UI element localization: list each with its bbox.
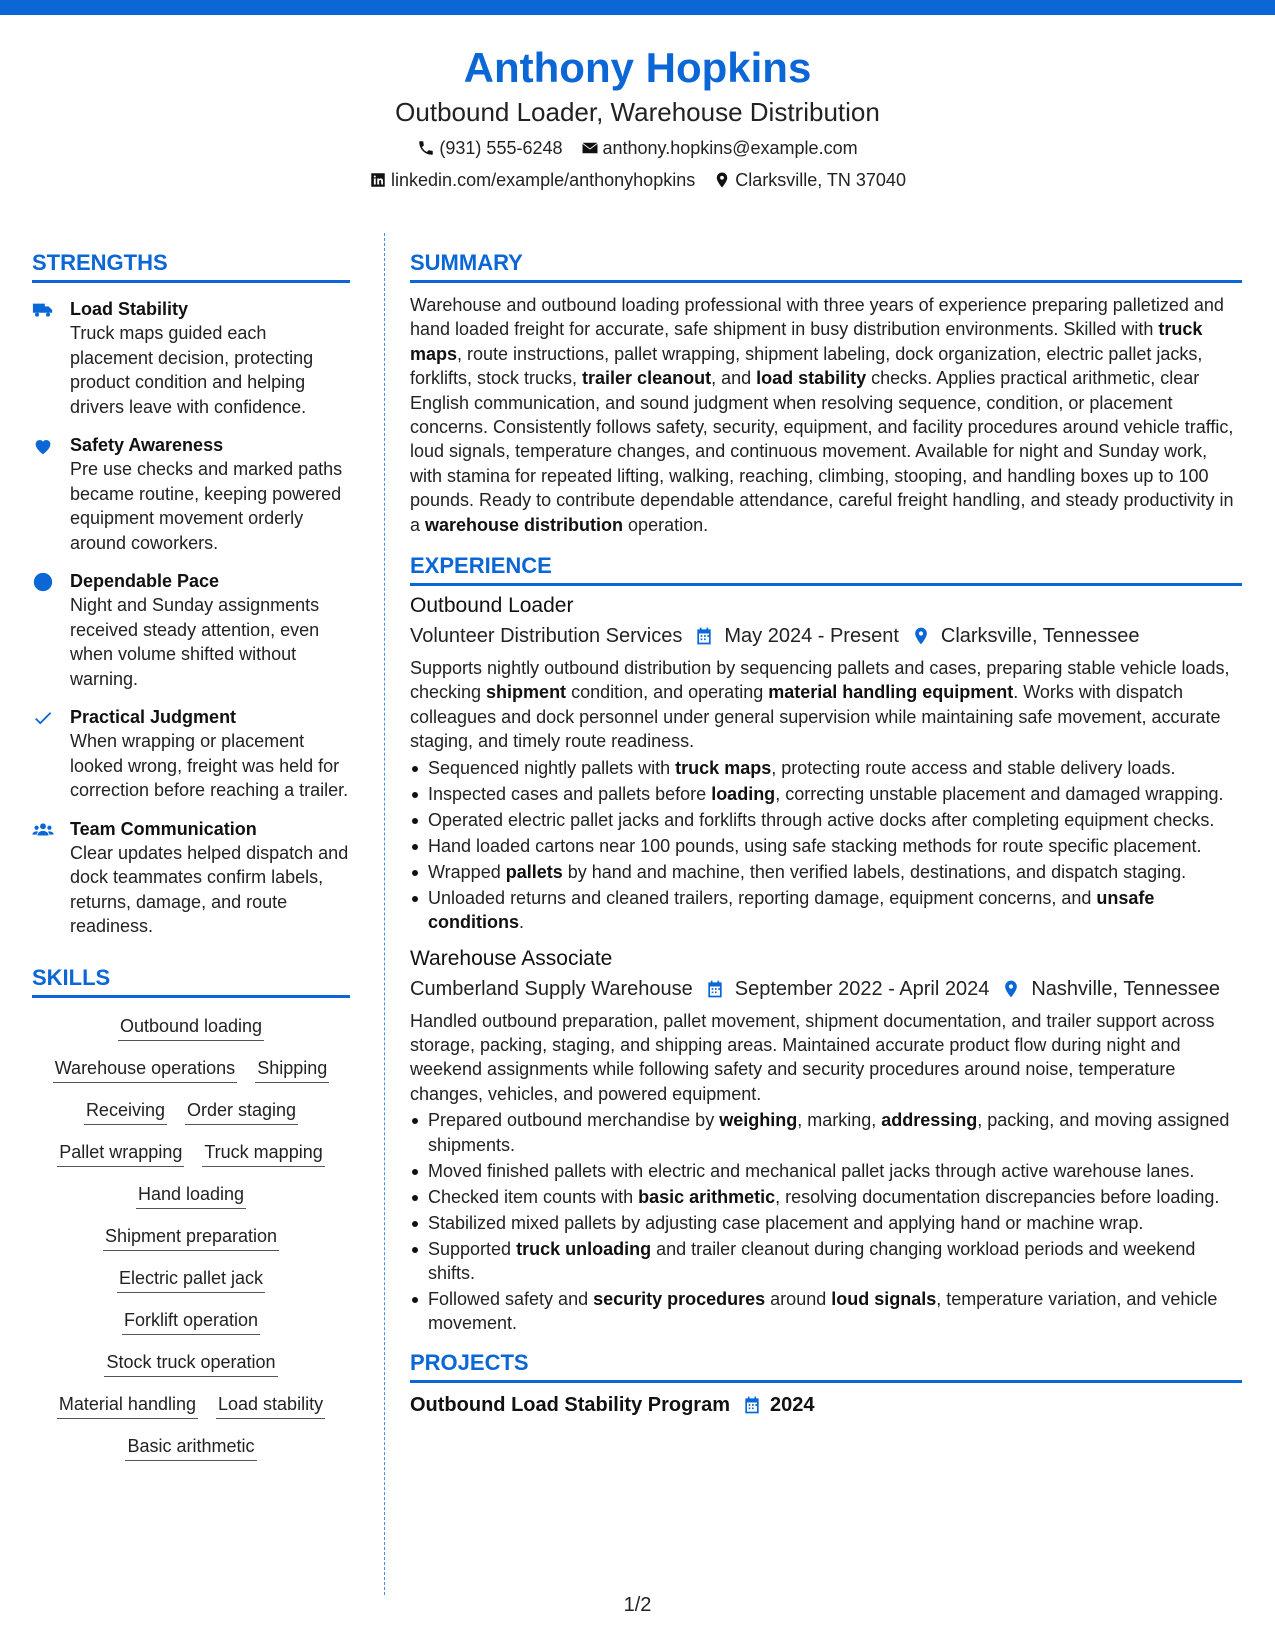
bold-keyword: shipment [486, 682, 567, 703]
bullet-item: Operated electric pallet jacks and forklifts through active docks after completing equipment checks. [410, 808, 1242, 832]
location-contact [713, 168, 906, 192]
skill-row [32, 1308, 350, 1335]
job-meta [410, 622, 1242, 650]
bold-keyword: loading [711, 783, 776, 804]
skill-row [32, 1014, 350, 1041]
skill-tag: Outbound loading [118, 1014, 264, 1041]
skill-tag: Receiving [84, 1098, 167, 1125]
skill-row [32, 1056, 350, 1083]
bullet-item: Sequenced nightly pallets with truck maps, protecting route access and stable delivery loads. [410, 756, 1242, 780]
strength-title: Team Communication [70, 818, 257, 839]
truck-icon [32, 299, 54, 321]
skill-tag: Hand loading [136, 1182, 246, 1209]
job-bullets [410, 756, 1242, 935]
calendar-icon [742, 1395, 762, 1415]
linkedin-contact[interactable] [369, 168, 695, 192]
bullet-item: Inspected cases and pallets before loading, correcting unstable placement and damaged wrapping. [410, 782, 1242, 806]
calendar-icon [705, 979, 725, 999]
phone-icon [417, 139, 435, 157]
strength-title: Safety Awareness [70, 435, 224, 455]
skill-tag: Shipping [255, 1056, 329, 1083]
bold-keyword: weighing [719, 1110, 798, 1131]
job-dates: May 2024 - Present [724, 625, 899, 648]
bullet-item: Wrapped pallets by hand and machine, then verified labels, destinations, and dispatch staging. [410, 860, 1242, 884]
skill-tag: Stock truck operation [104, 1350, 277, 1377]
strength-title: Dependable Pace [70, 571, 220, 591]
job-title: Outbound Loader [410, 594, 574, 618]
strengths-heading: STRENGTHS [32, 250, 350, 283]
calendar-icon [694, 626, 714, 646]
job-bullets [410, 1108, 1242, 1336]
project-item [410, 1391, 1242, 1419]
bullet-item: Hand loaded cartons near 100 pounds, using safe stacking methods for route specific placement. [410, 834, 1242, 858]
experience-list [410, 592, 1242, 1336]
email-contact[interactable] [581, 136, 858, 160]
skill-row [32, 1392, 350, 1419]
clock-icon [32, 571, 54, 593]
skill-tag: Forklift operation [122, 1308, 260, 1335]
skill-tag: Order staging [185, 1098, 298, 1125]
bullet-item: Checked item counts with basic arithmetic, resolving documentation discrepancies before loading. [410, 1185, 1242, 1209]
map-pin-icon [713, 171, 731, 189]
job-entry [410, 592, 1242, 934]
skill-tag: Basic arithmetic [125, 1434, 256, 1461]
right-column [410, 250, 1242, 1419]
page-number: 1/2 [623, 1594, 652, 1616]
column-divider [384, 233, 385, 1595]
skills-heading: SKILLS [32, 965, 350, 998]
skill-row [32, 1266, 350, 1293]
skill-row [32, 1098, 350, 1125]
skill-row [32, 1224, 350, 1251]
skill-tag: Material handling [57, 1392, 198, 1419]
skill-row [32, 1140, 350, 1167]
bullet-item: Stabilized mixed pallets by adjusting case placement and applying hand or machine wrap. [410, 1211, 1242, 1235]
bold-keyword: truck unloading [516, 1238, 652, 1259]
phone-text: (931) 555-6248 [439, 138, 563, 158]
strength-title: Practical Judgment [70, 707, 237, 727]
bold-keyword: truck maps [410, 319, 1203, 364]
heart-icon [32, 435, 54, 457]
job-dates: September 2022 - April 2024 [734, 977, 990, 1000]
bold-keyword: truck maps [675, 757, 772, 778]
envelope-icon [581, 139, 599, 157]
strength-desc: Night and Sunday assignments received steady attention, even when volume shifted without warning. [70, 595, 320, 689]
skill-row [32, 1434, 350, 1461]
job-location: Nashville, Tennessee [1031, 977, 1220, 1000]
experience-heading: EXPERIENCE [410, 553, 1242, 586]
resume-header [0, 42, 1275, 192]
strength-title: Load Stability [70, 299, 189, 319]
bold-keyword: pallets [505, 861, 563, 882]
candidate-name: Anthony Hopkins [463, 44, 812, 91]
job-description: Handled outbound preparation, pallet movement, shipment documentation, and trailer support across storage, packing, staging, and shipping areas. Maintained accurate product flow during night and weekend assignments while following safety and security procedures around noise, temperature changes, vehicles, and powered equipment. [410, 1010, 1215, 1104]
summary-paragraph: Warehouse and outbound loading professional with three years of experience preparing palletized and hand loaded freight for accurate, safe shipment in busy distribution environments. Skilled with truck maps, route instructions, pallet wrapping, shipment labeling, dock organization, electric pallet jacks, forklifts, stock trucks, trailer cleanout, and load stability checks. Applies practical arithmetic, clear English communication, and sound judgment when resolving sequence, condition, or placement concerns. Consistently follows safety, security, equipment, and facility procedures around vehicle traffic, loud signals, temperature changes, and continuous movement. Available for night and Sunday work, with stamina for repeated lifting, walking, reaching, climbing, stooping, and handling boxes up to 100 pounds. Ready to contribute dependable attendance, careful freight handling, and steady productivity in a warehouse distribution operation. [410, 295, 1234, 535]
project-title: Outbound Load Stability Program [410, 1393, 730, 1416]
skill-tag: Load stability [216, 1392, 325, 1419]
skill-tag: Pallet wrapping [57, 1140, 184, 1167]
contact-row-1 [0, 136, 1275, 160]
users-icon [32, 819, 54, 841]
skill-row [32, 1182, 350, 1209]
job-company: Volunteer Distribution Services [410, 625, 683, 648]
bold-keyword: security procedures [593, 1288, 766, 1309]
candidate-title: Outbound Loader, Warehouse Distribution [395, 97, 880, 127]
bold-keyword: loud signals [831, 1288, 937, 1309]
bold-keyword: basic arithmetic [638, 1186, 776, 1207]
strength-item [32, 433, 350, 555]
job-company: Cumberland Supply Warehouse [410, 977, 693, 1000]
strength-desc: Clear updates helped dispatch and dock teammates confirm labels, returns, damage, and route readiness. [70, 842, 349, 936]
job-location: Clarksville, Tennessee [940, 625, 1140, 648]
project-year: 2024 [770, 1393, 815, 1416]
bold-keyword: load stability [756, 368, 867, 389]
skills-list [32, 1014, 350, 1461]
strength-desc: Truck maps guided each placement decision, protecting product condition and helping drivers leave with confidence. [70, 323, 314, 417]
job-meta [410, 975, 1242, 1003]
contact-row-2 [0, 168, 1275, 192]
linkedin-icon [369, 171, 387, 189]
bullet-item: Moved finished pallets with electric and mechanical pallet jacks through active warehouse lanes. [410, 1159, 1242, 1183]
strength-item [32, 817, 350, 939]
job-title: Warehouse Associate [410, 946, 613, 970]
skill-tag: Warehouse operations [53, 1056, 237, 1083]
strength-item [32, 569, 350, 691]
left-column [32, 250, 350, 1476]
bold-keyword: material handling equipment [768, 682, 1014, 703]
strength-desc: When wrapping or placement looked wrong, freight was held for correction before reaching a trailer. [70, 731, 349, 800]
bullet-item: Supported truck unloading and trailer cleanout during changing workload periods and weekend shifts. [410, 1237, 1242, 1286]
map-pin-icon [911, 626, 931, 646]
map-pin-icon [1001, 979, 1021, 999]
summary-heading: SUMMARY [410, 250, 1242, 283]
phone-contact[interactable] [417, 136, 562, 160]
location-text: Clarksville, TN 37040 [735, 170, 906, 190]
skill-row [32, 1350, 350, 1377]
skill-tag: Electric pallet jack [117, 1266, 265, 1293]
bold-keyword: trailer cleanout [582, 368, 712, 389]
check-icon [32, 707, 54, 729]
strength-desc: Pre use checks and marked paths became routine, keeping powered equipment movement orderly around coworkers. [70, 459, 343, 553]
job-description: Supports nightly outbound distribution by sequencing pallets and cases, preparing stable vehicle loads, checking shipment condition, and operating material handling equipment. Works with dispatch colleagues and dock personnel under general supervision while maintaining safe movement, accurate staging, and timely route readiness. [410, 658, 1230, 752]
linkedin-text: linkedin.com/example/anthonyhopkins [391, 170, 696, 190]
strength-item [32, 705, 350, 803]
bullet-item: Followed safety and security procedures around loud signals, temperature variation, and vehicle movement. [410, 1287, 1242, 1336]
skill-tag: Shipment preparation [103, 1224, 279, 1251]
projects-heading: PROJECTS [410, 1350, 1242, 1383]
bold-keyword: warehouse distribution [425, 514, 624, 535]
skill-tag: Truck mapping [202, 1140, 324, 1167]
bold-keyword: addressing [881, 1110, 978, 1131]
bullet-item: Prepared outbound merchandise by weighing, marking, addressing, packing, and moving assigned shipments. [410, 1108, 1242, 1157]
bold-keyword: unsafe conditions [428, 887, 1155, 933]
strength-item [32, 297, 350, 419]
bullet-item: Unloaded returns and cleaned trailers, reporting damage, equipment concerns, and unsafe conditions. [410, 886, 1242, 935]
job-entry [410, 945, 1242, 1336]
email-text: anthony.hopkins@example.com [602, 138, 858, 158]
top-accent-bar [0, 0, 1275, 15]
